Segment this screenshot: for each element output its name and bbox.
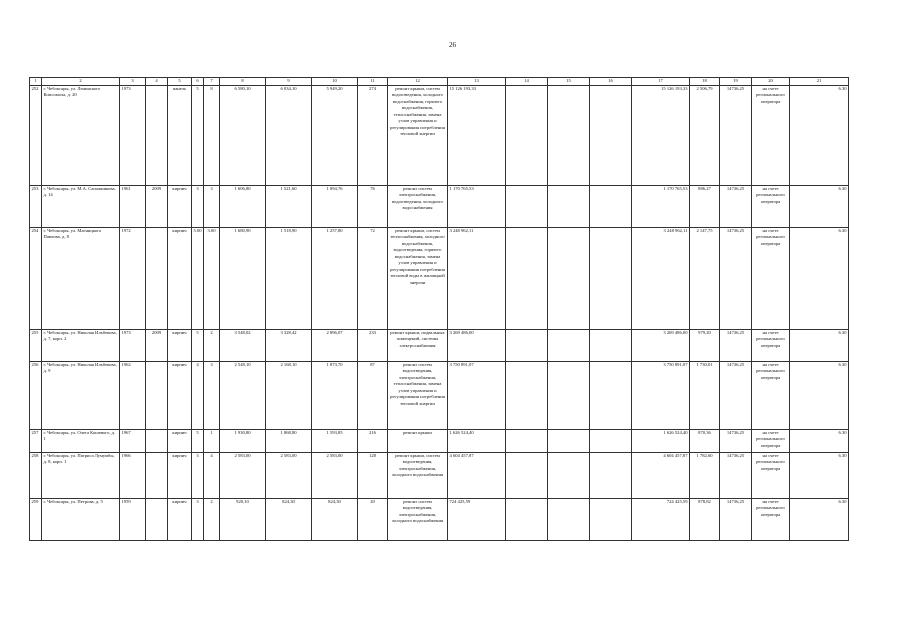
wall-material-cell: кирпич bbox=[168, 329, 192, 361]
empty-cell bbox=[506, 227, 548, 329]
page-number: 26 bbox=[449, 41, 456, 49]
row-number: 252 bbox=[30, 85, 42, 185]
cost-per-m2-cell: 870,36 bbox=[690, 429, 720, 452]
total-area-cell: 1 606,80 bbox=[220, 185, 266, 227]
cost-fund-cell: 4 604 457,87 bbox=[632, 452, 690, 498]
works-cell: ремонт крыши, систем водоотведения, электроснабжения, холодного водоснабжения bbox=[388, 452, 448, 498]
column-number: 21 bbox=[790, 78, 849, 86]
total-area-cell: 6 580,10 bbox=[220, 85, 266, 185]
funding-method-cell: на счете регионального оператора bbox=[752, 185, 790, 227]
funding-method-cell: на счете регионального оператора bbox=[752, 452, 790, 498]
works-cell: ремонт систем водоотведения, электроснабжения, теплоснабжения, замена узлов управления и регулирования потребления тепловой энергии bbox=[388, 361, 448, 429]
max-cost-cell: 14736,25 bbox=[720, 227, 752, 329]
column-number: 9 bbox=[266, 78, 312, 86]
entrances-cell: 4 bbox=[204, 452, 220, 498]
column-number: 6 bbox=[192, 78, 204, 86]
entrances-cell: 8 bbox=[204, 85, 220, 185]
empty-cell bbox=[590, 361, 632, 429]
capital-repair-register-table bbox=[29, 77, 849, 541]
cost-total-cell: 4 604 457,87 bbox=[448, 452, 506, 498]
address-cell: г. Чебоксары, ул. Николая Ильбекова, д. 7, корп. 2 bbox=[42, 329, 120, 361]
row-number: 257 bbox=[30, 429, 42, 452]
works-cell: ремонт крыши, подвальных помещений, системы электроснабжения bbox=[388, 329, 448, 361]
completion-date-cell: 6.30 bbox=[790, 361, 849, 429]
floors-cell: 3 bbox=[192, 185, 204, 227]
row-number: 256 bbox=[30, 361, 42, 429]
works-cell: ремонт систем водоотведения, электроснабжения, холодного водоснабжения bbox=[388, 498, 448, 540]
cost-fund-cell: 3 750 891,07 bbox=[632, 361, 690, 429]
cost-per-m2-cell: 878,82 bbox=[690, 498, 720, 540]
table-row bbox=[30, 329, 849, 361]
cost-total-cell: 3 248 962,11 bbox=[448, 227, 506, 329]
row-number: 259 bbox=[30, 498, 42, 540]
residential-area-cell: 2 896,07 bbox=[312, 329, 358, 361]
cost-fund-cell: 1 170 765,53 bbox=[632, 185, 690, 227]
residents-cell: 20 bbox=[358, 498, 388, 540]
cost-per-m2-cell: 2 147,75 bbox=[690, 227, 720, 329]
address-cell: г. Чебоксары, ул. Николая Ильбекова, д. 9 bbox=[42, 361, 120, 429]
wall-material-cell: кирпич bbox=[168, 498, 192, 540]
address-cell: г. Чебоксары, ул. Магницкого Павлова, д. 8 bbox=[42, 227, 120, 329]
empty-cell bbox=[548, 227, 590, 329]
table-row bbox=[30, 227, 849, 329]
floors-cell: 3 bbox=[192, 452, 204, 498]
residential-area-cell: 1 593,85 bbox=[312, 429, 358, 452]
entrances-cell: 2 bbox=[204, 498, 220, 540]
floors-cell: 5 bbox=[192, 85, 204, 185]
cost-total-cell: 3 750 891,07 bbox=[448, 361, 506, 429]
table-row bbox=[30, 429, 849, 452]
residents-cell: 128 bbox=[358, 452, 388, 498]
residents-cell: 216 bbox=[358, 429, 388, 452]
column-number: 15 bbox=[548, 78, 590, 86]
rooms-area-cell: 2 168,10 bbox=[266, 361, 312, 429]
residential-area-cell: 2 583,00 bbox=[312, 452, 358, 498]
empty-cell bbox=[548, 85, 590, 185]
completion-date-cell: 6.30 bbox=[790, 227, 849, 329]
works-cell: ремонт систем электроснабжения, водоотведения, холодного водоснабжения bbox=[388, 185, 448, 227]
empty-cell bbox=[506, 185, 548, 227]
residents-cell: 233 bbox=[358, 329, 388, 361]
rooms-area-cell: 1 521,60 bbox=[266, 185, 312, 227]
cost-fund-cell: 15 126 193,33 bbox=[632, 85, 690, 185]
residential-area-cell: 1 094,76 bbox=[312, 185, 358, 227]
empty-cell bbox=[590, 185, 632, 227]
residents-cell: 87 bbox=[358, 361, 388, 429]
floors-cell: 5 bbox=[192, 429, 204, 452]
wall-material-cell: кирпич bbox=[168, 361, 192, 429]
max-cost-cell: 14736,25 bbox=[720, 429, 752, 452]
cost-per-m2-cell: 1 730,01 bbox=[690, 361, 720, 429]
max-cost-cell: 14736,25 bbox=[720, 329, 752, 361]
cost-per-m2-cell: 886,27 bbox=[690, 185, 720, 227]
cost-fund-cell: 3 269 486,00 bbox=[632, 329, 690, 361]
cost-fund-cell: 724 425,59 bbox=[632, 498, 690, 540]
column-number-row bbox=[30, 78, 849, 86]
year-overhaul-cell bbox=[146, 429, 168, 452]
empty-cell bbox=[506, 361, 548, 429]
entrances-cell: 3 bbox=[204, 185, 220, 227]
rooms-area-cell: 824,30 bbox=[266, 498, 312, 540]
max-cost-cell: 14736,25 bbox=[720, 498, 752, 540]
address-cell: г. Чебоксары, ул. Патриса Лумумбы, д. 8, корп. 1 bbox=[42, 452, 120, 498]
empty-cell bbox=[590, 85, 632, 185]
funding-method-cell: на счете регионального оператора bbox=[752, 429, 790, 452]
column-number: 1 bbox=[30, 78, 42, 86]
empty-cell bbox=[548, 361, 590, 429]
cost-total-cell: 15 126 193,33 bbox=[448, 85, 506, 185]
table-row bbox=[30, 85, 849, 185]
total-area-cell: 2 583,00 bbox=[220, 452, 266, 498]
completion-date-cell: 6.30 bbox=[790, 329, 849, 361]
year-built-cell: 1973 bbox=[120, 329, 146, 361]
column-number: 16 bbox=[590, 78, 632, 86]
empty-cell bbox=[548, 498, 590, 540]
cost-per-m2-cell: 2 506,79 bbox=[690, 85, 720, 185]
total-area-cell: 1 930,80 bbox=[220, 429, 266, 452]
year-built-cell: 1967 bbox=[120, 429, 146, 452]
empty-cell bbox=[506, 429, 548, 452]
wall-material-cell: кирпич bbox=[168, 429, 192, 452]
address-cell: г. Чебоксары, ул. Олега Кошевого, д. 1 bbox=[42, 429, 120, 452]
column-number: 10 bbox=[312, 78, 358, 86]
floors-cell: 4 bbox=[192, 361, 204, 429]
works-cell: ремонт крыши, систем водоотведения, холодного водоснабжения, горячего водоснабжения, теплоснабжения, замена узлов управления и регулирования потребления тепловой энергии bbox=[388, 85, 448, 185]
year-built-cell: 1961 bbox=[120, 185, 146, 227]
cost-total-cell: 724 425,59 bbox=[448, 498, 506, 540]
column-number: 20 bbox=[752, 78, 790, 86]
year-built-cell: 1962 bbox=[120, 361, 146, 429]
cost-per-m2-cell: 1 782,60 bbox=[690, 452, 720, 498]
empty-cell bbox=[548, 452, 590, 498]
completion-date-cell: 6.30 bbox=[790, 452, 849, 498]
column-number: 7 bbox=[204, 78, 220, 86]
column-number: 3 bbox=[120, 78, 146, 86]
rooms-area-cell: 6 034,10 bbox=[266, 85, 312, 185]
entrances-cell: 1 bbox=[204, 429, 220, 452]
max-cost-cell: 14736,25 bbox=[720, 361, 752, 429]
rooms-area-cell: 2 583,00 bbox=[266, 452, 312, 498]
column-number: 14 bbox=[506, 78, 548, 86]
column-number: 18 bbox=[690, 78, 720, 86]
funding-method-cell: на счете регионального оператора bbox=[752, 227, 790, 329]
works-cell: ремонт крыши bbox=[388, 429, 448, 452]
entrances-cell: 3.00 bbox=[204, 227, 220, 329]
empty-cell bbox=[506, 85, 548, 185]
cost-per-m2-cell: 979,20 bbox=[690, 329, 720, 361]
cost-fund-cell: 3 248 962,11 bbox=[632, 227, 690, 329]
year-built-cell: 1959 bbox=[120, 498, 146, 540]
column-number: 8 bbox=[220, 78, 266, 86]
year-built-cell: 1973 bbox=[120, 85, 146, 185]
floors-cell: 5 bbox=[192, 329, 204, 361]
cost-total-cell: 3 269 486,00 bbox=[448, 329, 506, 361]
column-number: 19 bbox=[720, 78, 752, 86]
residents-cell: 72 bbox=[358, 227, 388, 329]
column-number: 12 bbox=[388, 78, 448, 86]
funding-method-cell: на счете регионального оператора bbox=[752, 498, 790, 540]
year-overhaul-cell: 2009 bbox=[146, 329, 168, 361]
entrances-cell: 2 bbox=[204, 329, 220, 361]
empty-cell bbox=[548, 429, 590, 452]
empty-cell bbox=[590, 227, 632, 329]
empty-cell bbox=[590, 429, 632, 452]
table-row bbox=[30, 361, 849, 429]
year-overhaul-cell bbox=[146, 361, 168, 429]
wall-material-cell: кирпич bbox=[168, 227, 192, 329]
works-cell: ремонт крыши, систем теплоснабжения, холодного водоснабжения, водоотведения, горячего водоснабжения, замена узлов управления и регулирования потребления тепловой воды в жилищной энергии bbox=[388, 227, 448, 329]
empty-cell bbox=[548, 185, 590, 227]
table-row bbox=[30, 185, 849, 227]
residential-area-cell: 5 949,20 bbox=[312, 85, 358, 185]
column-number: 5 bbox=[168, 78, 192, 86]
cost-total-cell: 1 170 765,53 bbox=[448, 185, 506, 227]
wall-material-cell: кирпич bbox=[168, 185, 192, 227]
address-cell: г. Чебоксары, ул. Петрова, д. 5 bbox=[42, 498, 120, 540]
funding-method-cell: на счете регионального оператора bbox=[752, 361, 790, 429]
max-cost-cell: 14736,25 bbox=[720, 185, 752, 227]
total-area-cell: 3 548,02 bbox=[220, 329, 266, 361]
rooms-area-cell: 1 518,90 bbox=[266, 227, 312, 329]
column-number: 4 bbox=[146, 78, 168, 86]
funding-method-cell: на счете регионального оператора bbox=[752, 329, 790, 361]
empty-cell bbox=[506, 452, 548, 498]
residential-area-cell: 824,30 bbox=[312, 498, 358, 540]
residential-area-cell: 1 873,70 bbox=[312, 361, 358, 429]
residential-area-cell: 1 257,80 bbox=[312, 227, 358, 329]
empty-cell bbox=[548, 329, 590, 361]
total-area-cell: 1 680,90 bbox=[220, 227, 266, 329]
column-number: 13 bbox=[448, 78, 506, 86]
rooms-area-cell: 1 868,80 bbox=[266, 429, 312, 452]
empty-cell bbox=[590, 452, 632, 498]
wall-material-cell: кирпич bbox=[168, 452, 192, 498]
year-overhaul-cell bbox=[146, 227, 168, 329]
empty-cell bbox=[590, 329, 632, 361]
year-built-cell: 1972 bbox=[120, 227, 146, 329]
floors-cell: 5.00 bbox=[192, 227, 204, 329]
completion-date-cell: 6.30 bbox=[790, 185, 849, 227]
funding-method-cell: на счете регионального оператора bbox=[752, 85, 790, 185]
row-number: 255 bbox=[30, 329, 42, 361]
rooms-area-cell: 3 328,42 bbox=[266, 329, 312, 361]
address-cell: г. Чебоксары, ул. Ленинского Комсомола, д. 20 bbox=[42, 85, 120, 185]
completion-date-cell: 6.30 bbox=[790, 498, 849, 540]
column-number: 2 bbox=[42, 78, 120, 86]
year-overhaul-cell bbox=[146, 498, 168, 540]
total-area-cell: 920,10 bbox=[220, 498, 266, 540]
column-number: 17 bbox=[632, 78, 690, 86]
table-row bbox=[30, 452, 849, 498]
completion-date-cell: 6.30 bbox=[790, 429, 849, 452]
residents-cell: 76 bbox=[358, 185, 388, 227]
table-row bbox=[30, 498, 849, 540]
year-overhaul-cell bbox=[146, 452, 168, 498]
entrances-cell: 3 bbox=[204, 361, 220, 429]
year-overhaul-cell bbox=[146, 85, 168, 185]
max-cost-cell: 14736,25 bbox=[720, 452, 752, 498]
column-number: 11 bbox=[358, 78, 388, 86]
empty-cell bbox=[506, 498, 548, 540]
cost-total-cell: 1 626 524,40 bbox=[448, 429, 506, 452]
max-cost-cell: 14736,25 bbox=[720, 85, 752, 185]
wall-material-cell: панель bbox=[168, 85, 192, 185]
year-overhaul-cell: 2009 bbox=[146, 185, 168, 227]
row-number: 253 bbox=[30, 185, 42, 227]
year-built-cell: 1966 bbox=[120, 452, 146, 498]
empty-cell bbox=[506, 329, 548, 361]
row-number: 254 bbox=[30, 227, 42, 329]
cost-fund-cell: 1 626 524,40 bbox=[632, 429, 690, 452]
residents-cell: 274 bbox=[358, 85, 388, 185]
total-area-cell: 2 548,10 bbox=[220, 361, 266, 429]
completion-date-cell: 6.30 bbox=[790, 85, 849, 185]
floors-cell: 3 bbox=[192, 498, 204, 540]
row-number: 258 bbox=[30, 452, 42, 498]
address-cell: г. Чебоксары, ул. М.А. Сапожникова, д. 14 bbox=[42, 185, 120, 227]
empty-cell bbox=[590, 498, 632, 540]
